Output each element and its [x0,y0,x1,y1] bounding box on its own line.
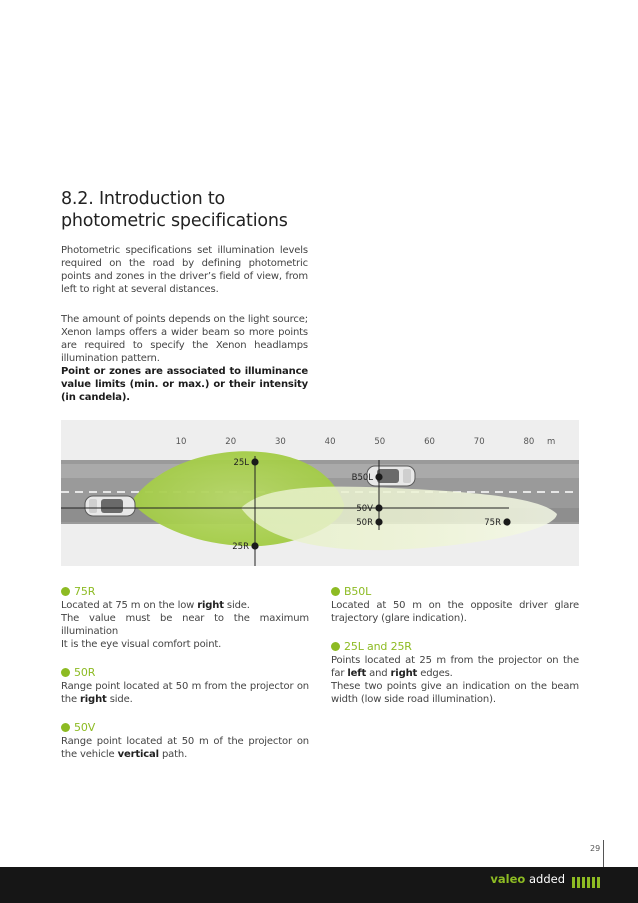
oncoming-vehicle [367,466,415,486]
item-50V-title: 50V [74,721,96,734]
bullet-icon [61,587,70,596]
bullet-icon [331,587,340,596]
own-vehicle [85,496,135,516]
item-50R: 50R Range point located at 50 m from the projector on the right side. [61,666,309,705]
right-column [331,584,579,720]
scale-tick-label: 50 [374,437,386,447]
label-25R: 25R [232,542,249,552]
label-75R: 75R [484,518,501,528]
brand-bars-icon [572,873,602,884]
brand-tagline: added [528,872,565,886]
item-B50L-title: B50L [344,585,372,598]
intro-paragraph: Photometric specifications set illumination levels required on the road by defining photometric points and zones in the driver’s field of view, from left to right at several distances. [61,245,308,295]
item-25L-25R-title: 25L and 25R [344,640,412,653]
label-25L: 25L [233,458,249,468]
scale-tick-label: 60 [424,437,435,447]
brand-name: valeo [490,872,526,886]
bullet-icon [331,642,340,651]
brand-logo [490,872,565,886]
photometric-diagram [61,420,579,566]
label-50R: 50R [356,518,373,528]
scale-tick-label: 30 [274,437,286,447]
item-75R-title: 75R [74,585,96,598]
label-50V: 50V [356,504,373,514]
emphasis-paragraph: Point or zones are associated to illuminance value limits (min. or max.) or their intensity (in candela). [61,366,308,403]
scale-tick-label: 40 [324,437,336,447]
page-number: 29 [590,844,601,853]
label-B50L: B50L [351,473,373,483]
item-50R-title: 50R [74,666,96,679]
page-divider [603,840,604,870]
scale-unit: m [547,437,556,447]
section-title: 8.2. Introduction to photometric specifications [61,189,288,231]
footer-bar [0,867,638,903]
left-column [61,584,309,775]
xenon-paragraph: The amount of points depends on the light source; Xenon lamps offers a wider beam so more points are required to specify the Xenon headlamps illumination pattern. [61,314,308,364]
scale-tick-label: 10 [175,437,187,447]
item-25L-25R: 25L and 25R Points located at 25 m from the projector on the far left and right edges. These two points give an indication on the beam width (low side road illumination). [331,640,579,705]
item-50V: 50V Range point located at 50 m of the projector on the vehicle vertical path. [61,721,309,760]
item-75R: 75R Located at 75 m on the low right side. The value must be near to the maximum illumination It is the eye visual comfort point. [61,585,309,650]
scale-tick-label: 80 [523,437,535,447]
bullet-icon [61,668,70,677]
item-B50L: B50L Located at 50 m on the opposite driver glare trajectory (glare indication). [331,585,579,624]
scale-tick-label: 70 [473,437,485,447]
scale-tick-label: 20 [225,437,237,447]
bullet-icon [61,723,70,732]
